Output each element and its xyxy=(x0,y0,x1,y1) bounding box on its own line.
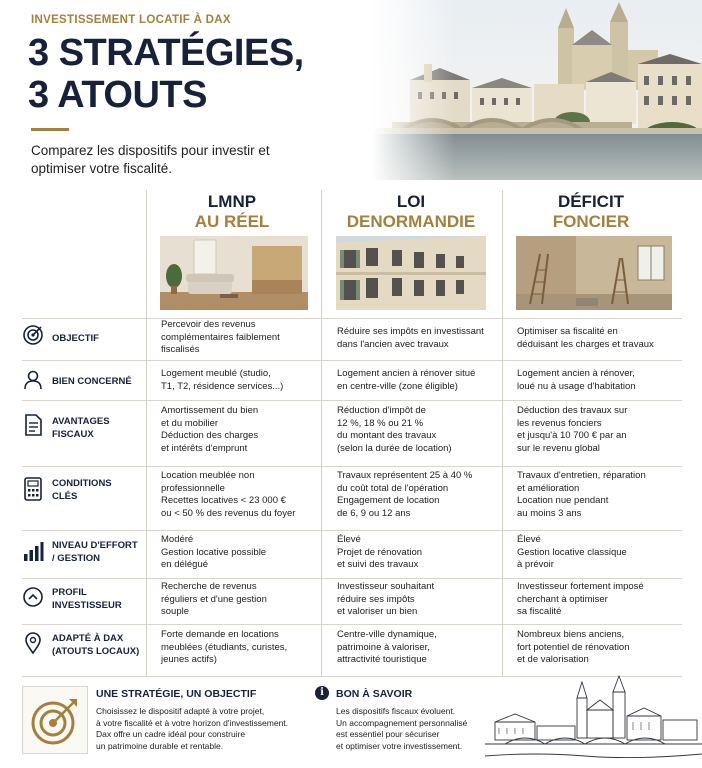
column-header-line2: AU RÉEL xyxy=(194,212,270,231)
row-label-profil-investisseur: PROFIL INVESTISSEUR xyxy=(52,587,122,611)
column-header-denormandie xyxy=(326,192,496,232)
table-cell: Réduire ses impôts en investissant dans l'ancien avec travaux xyxy=(337,326,484,350)
table-cell: Logement meublé (studio, T1, T2, résidence services...) xyxy=(161,368,284,392)
row-label-niveau-effort: NIVEAU D'EFFORT / GESTION xyxy=(52,540,138,564)
row-label-conditions-cles: CONDITIONS CLÉS xyxy=(52,478,112,502)
footer-right-title: BON À SAVOIR xyxy=(336,688,413,700)
row-label-adapte-dax: ADAPTÉ À DAX (ATOUTS LOCAUX) xyxy=(52,633,140,657)
title-rule xyxy=(31,128,69,131)
table-cell: Centre-ville dynamique, patrimoine à valoriser, attractivité touristique xyxy=(337,629,437,666)
title-line-2: 3 ATOUTS xyxy=(28,74,207,116)
table-cell: Investisseur souhaitant réduire ses impôts et valoriser un bien xyxy=(337,581,435,618)
footer-left-line: un patrimoine durable et rentable. xyxy=(96,740,224,751)
table-cell: Recherche de revenus réguliers et d'une gestion souple xyxy=(161,581,267,618)
column-header-line1: DÉFICIT xyxy=(557,192,625,211)
table-cell: Investisseur fortement imposé cherchant à optimiser sa fiscalité xyxy=(517,581,644,618)
table-cell: Forte demande en locations meublées (étudiants, curistes, jeunes actifs) xyxy=(161,629,288,666)
column-header-deficit-foncier xyxy=(506,192,676,232)
table-cell: Logement ancien à rénover, loué nu à usage d'habitation xyxy=(517,368,636,392)
dax-cityscape-image xyxy=(372,0,702,180)
footer-right-line: Les dispositifs fiscaux évoluent. xyxy=(336,706,456,716)
target-badge xyxy=(22,686,88,754)
column-header-line2: FONCIER xyxy=(552,212,630,231)
table-cell: Déduction des travaux sur les revenus fonciers et jusqu'à 10 700 € par an sur le revenu global xyxy=(517,405,628,455)
row-label-objectif: OBJECTIF xyxy=(52,333,99,344)
column-header-line2: DENORMANDIE xyxy=(346,212,476,231)
table-cell: Logement ancien à rénover situé en centre-ville (zone éligible) xyxy=(337,368,476,392)
table-cell: Travaux représentent 25 à 40 % du coût total de l'opération Engagement de location de 6, 9 ou 12 ans xyxy=(337,470,473,520)
table-cell: Amortissement du bien et du mobilier Déduction des charges et intérêts d'emprunt xyxy=(161,405,259,455)
title-line-1: 3 STRATÉGIES, xyxy=(28,32,304,74)
table-cell: Travaux d'entretien, réparation et amélioration Location nue pendant au moins 3 ans xyxy=(517,470,646,520)
chevron-circle-icon xyxy=(22,586,44,608)
footer-left-line: Choisissez le dispositif adapté à votre projet, xyxy=(96,706,265,716)
column-header-line1: LMNP xyxy=(207,192,257,211)
table-cell: Élevé Projet de rénovation et suivi des travaux xyxy=(337,534,423,571)
footer-right-text xyxy=(336,706,467,752)
location-pin-icon xyxy=(22,631,44,655)
person-icon xyxy=(22,369,44,391)
footer-right-line: est essentiel pour sécuriser xyxy=(336,729,440,739)
table-cell: Réduction d'impôt de 12 %, 18 % ou 21 % du montant des travaux (selon la durée de location) xyxy=(337,405,452,455)
footer-left-line: Dax offre un cadre idéal pour construire xyxy=(96,729,246,739)
table-cell: Location meublée non professionnelle Recettes locatives < 23 000 € ou < 50 % des revenus du foyer xyxy=(161,470,296,520)
subtitle: Comparez les dispositifs pour investir et optimiser votre fiscalité. xyxy=(31,143,270,176)
table-cell: Élevé Gestion locative classique à prévoir xyxy=(517,534,627,571)
target-icon xyxy=(22,324,44,346)
row-label-avantages-fiscaux: AVANTAGES FISCAUX xyxy=(52,416,110,440)
calculator-icon xyxy=(22,477,44,501)
column-header-line1: LOI xyxy=(396,192,426,211)
row-label-bien-concerne: BIEN CONCERNÉ xyxy=(52,376,132,387)
kicker: INVESTISSEMENT LOCATIF À DAX xyxy=(31,14,231,26)
cathedral-sketch-image xyxy=(485,672,702,768)
furnished-apartment-image xyxy=(160,236,308,310)
footer-left-line: à votre fiscalité et à votre horizon d'investissement. xyxy=(96,717,289,728)
old-building-facade-image xyxy=(336,236,486,310)
page-title xyxy=(28,32,304,116)
info-icon: i xyxy=(315,686,329,700)
document-icon xyxy=(22,413,44,437)
target-arrow-icon xyxy=(23,687,87,753)
footer-left-title: UNE STRATÉGIE, UN OBJECTIF xyxy=(96,688,257,700)
footer-left-text xyxy=(96,706,288,752)
column-header-lmnp xyxy=(147,192,317,232)
bar-chart-icon xyxy=(22,540,44,562)
table-cell: Modéré Gestion locative possible en délégué xyxy=(161,534,267,571)
footer-right-line: et optimiser votre investissement. xyxy=(336,740,463,751)
renovation-site-image xyxy=(516,236,672,310)
table-cell: Optimiser sa fiscalité en déduisant les charges et travaux xyxy=(517,326,654,350)
table-cell: Nombreux biens anciens, fort potentiel de rénovation et de valorisation xyxy=(517,629,630,666)
table-cell: Percevoir des revenus complémentaires faiblement fiscalisés xyxy=(161,319,280,356)
footer-right-line: Un accompagnement personnalisé xyxy=(336,717,468,728)
